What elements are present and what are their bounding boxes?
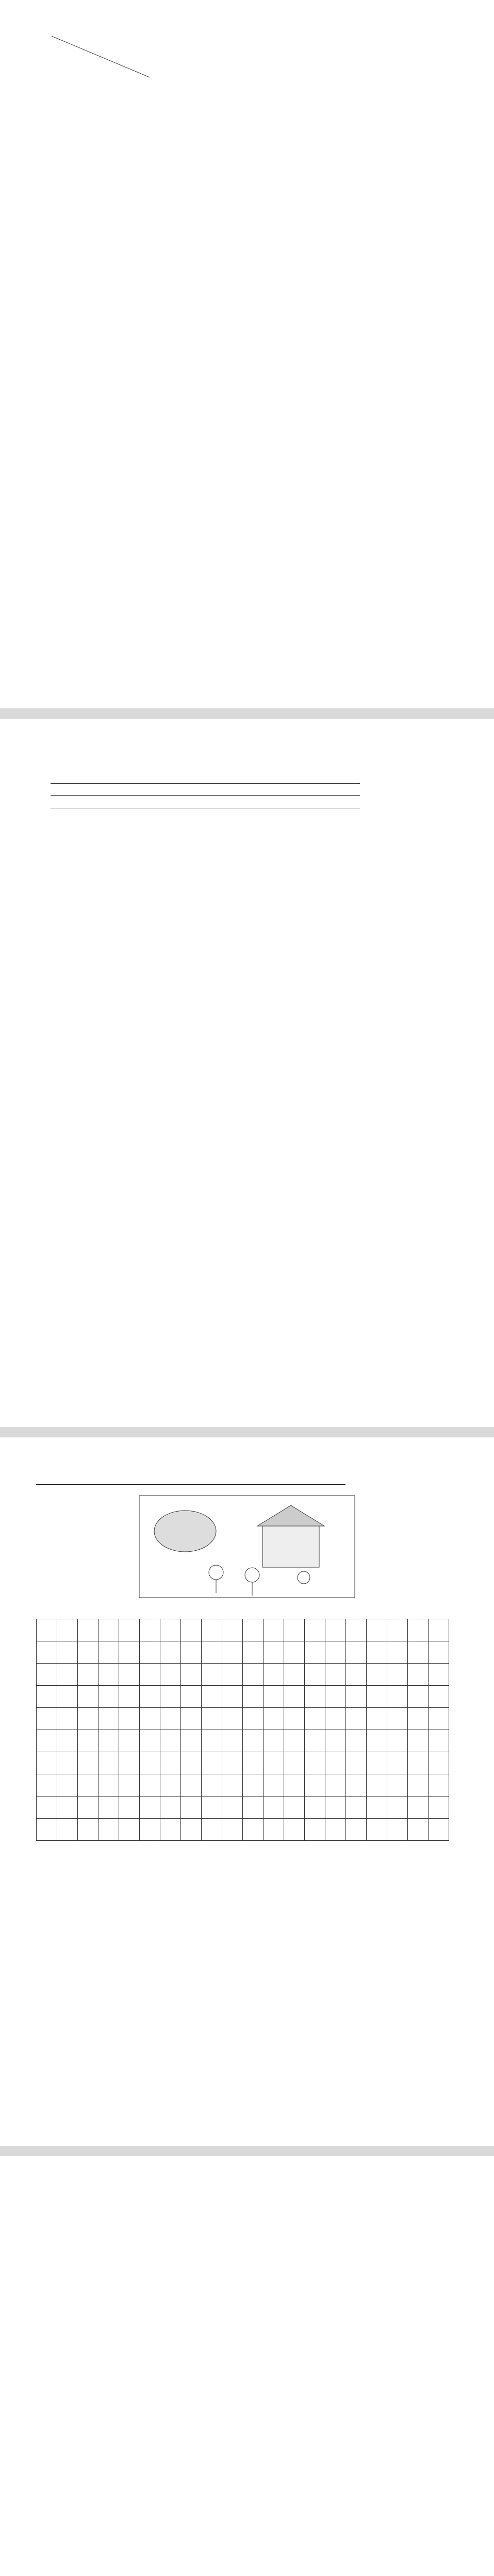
essay-grid[interactable]: [36, 1619, 449, 1841]
answer-page: [0, 2156, 494, 2576]
answer-line[interactable]: [51, 775, 360, 784]
exam-page-3: [0, 1437, 494, 2146]
answer-line[interactable]: [51, 800, 360, 808]
match-area: [36, 25, 458, 75]
exam-page-2: [0, 719, 494, 1427]
answer-line[interactable]: [36, 1476, 345, 1485]
exam-page-1: [0, 0, 494, 708]
answer-line[interactable]: [51, 787, 360, 796]
picture-illustration: [139, 1495, 355, 1598]
match-lines: [46, 36, 356, 82]
